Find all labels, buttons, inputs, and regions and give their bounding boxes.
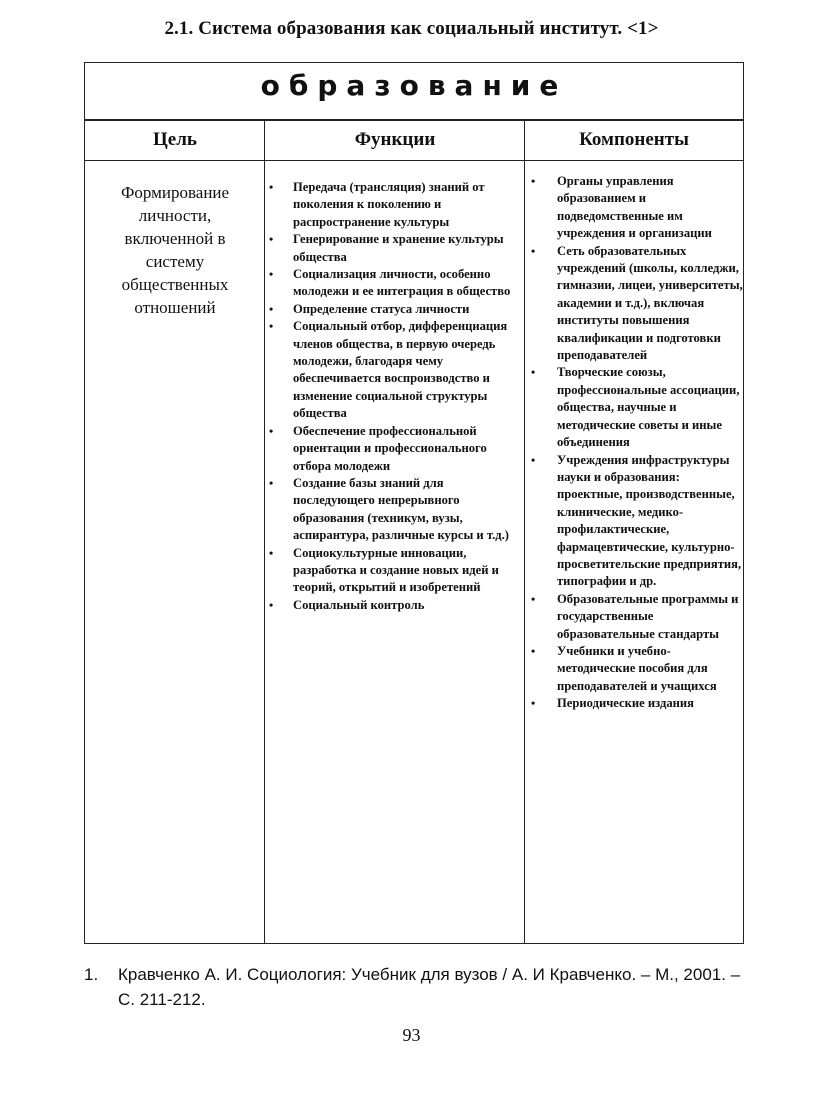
bullet-icon: • — [269, 319, 274, 334]
function-item-text: Социализация личности, особенно молодежи и ее интеграция в общество — [293, 267, 511, 299]
function-item-text: Передача (трансляция) знаний от поколения к поколению и распространение культуры — [293, 180, 485, 229]
bullet-icon: • — [531, 174, 536, 188]
function-item — [263, 545, 519, 597]
bullet-icon: • — [531, 243, 536, 258]
bullet-icon: • — [269, 232, 274, 247]
component-item-text: Учреждения инфраструктуры науки и образования: проектные, производственные, клинические, медико-профилактические, фармацевтические, культурно-просветительские предприятия, типографии и др. — [557, 452, 742, 589]
education-table — [84, 62, 744, 944]
bullet-icon: • — [269, 267, 274, 282]
component-item-text: Сеть образовательных учреждений (школы, колледжи, гимназии, лицеи, университеты, академии и т.д.), включая институты повышения квалификации и подготовки преподавателей — [557, 243, 743, 363]
function-item — [263, 318, 519, 422]
function-item-text: Социальный контроль — [293, 597, 425, 612]
component-item — [525, 364, 743, 451]
goal-text: Формирование личности, включенной в систему общественных отношений — [120, 183, 230, 317]
function-item — [263, 231, 519, 266]
component-item — [525, 173, 743, 243]
component-item — [525, 452, 743, 591]
bullet-icon: • — [531, 591, 536, 606]
function-item — [263, 423, 519, 475]
function-item — [263, 475, 519, 545]
bullet-icon: • — [269, 475, 274, 490]
component-item — [525, 643, 743, 695]
component-item-text: Учебники и учебно-методические пособия для преподавателей и учащихся — [557, 643, 717, 693]
bullet-icon: • — [269, 423, 274, 438]
function-item — [263, 301, 519, 318]
component-item — [525, 591, 743, 643]
table-header-row — [85, 121, 743, 161]
page-heading: 2.1. Система образования как социальный институт. <1> — [164, 18, 659, 39]
table-banner — [85, 63, 743, 121]
function-item — [263, 179, 519, 231]
function-item-text: Социокультурные инновации, разработка и создание новых идей и теорий, открытий и изобретений — [293, 545, 499, 595]
component-item — [525, 243, 743, 365]
function-item — [263, 266, 519, 301]
component-item-text: Образовательные программы и государственные образовательные стандарты — [557, 591, 739, 641]
function-item-text: Социальный отбор, дифференциация членов общества, в первую очередь молодежи, благодаря чему обеспечивается воспроизводство и изменение социальной структуры общества — [293, 319, 508, 421]
function-item-text: Генерирование и хранение культуры общества — [293, 232, 504, 264]
footnote-text: Кравченко А. И. Социология: Учебник для вузов / А. И Кравченко. – М., 2001. – С. 211-212. — [118, 965, 741, 1009]
header-functions: Функции — [354, 129, 436, 150]
footnote-number: 1. — [84, 965, 99, 984]
banner-title: образование — [260, 69, 568, 102]
header-components: Компоненты — [579, 129, 689, 150]
bullet-icon: • — [531, 365, 536, 380]
bullet-icon: • — [269, 180, 274, 194]
function-item-text: Создание базы знаний для последующего непрерывного образования (техникум, вузы, аспирантура, различные курсы и т.д.) — [293, 475, 509, 543]
header-goal: Цель — [153, 129, 197, 150]
component-item-text: Органы управления образованием и подведомственные им учреждения и организации — [557, 174, 712, 241]
bullet-icon: • — [269, 597, 274, 612]
components-list — [525, 173, 743, 713]
component-item-text: Творческие союзы, профессиональные ассоциации, общества, научные и методические советы и иные объединения — [557, 365, 740, 450]
functions-list — [263, 179, 519, 614]
page-number: 93 — [402, 1025, 421, 1045]
component-item-text: Периодические издания — [557, 696, 694, 711]
function-item — [263, 597, 519, 614]
bullet-icon: • — [269, 545, 274, 560]
component-item — [525, 695, 743, 712]
bullet-icon: • — [269, 301, 274, 316]
bullet-icon: • — [531, 452, 536, 467]
function-item-text: Определение статуса личности — [293, 301, 470, 316]
bullet-icon: • — [531, 643, 536, 658]
bullet-icon: • — [531, 696, 536, 711]
function-item-text: Обеспечение профессиональной ориентации и профессионального отбора молодежи — [293, 423, 487, 473]
